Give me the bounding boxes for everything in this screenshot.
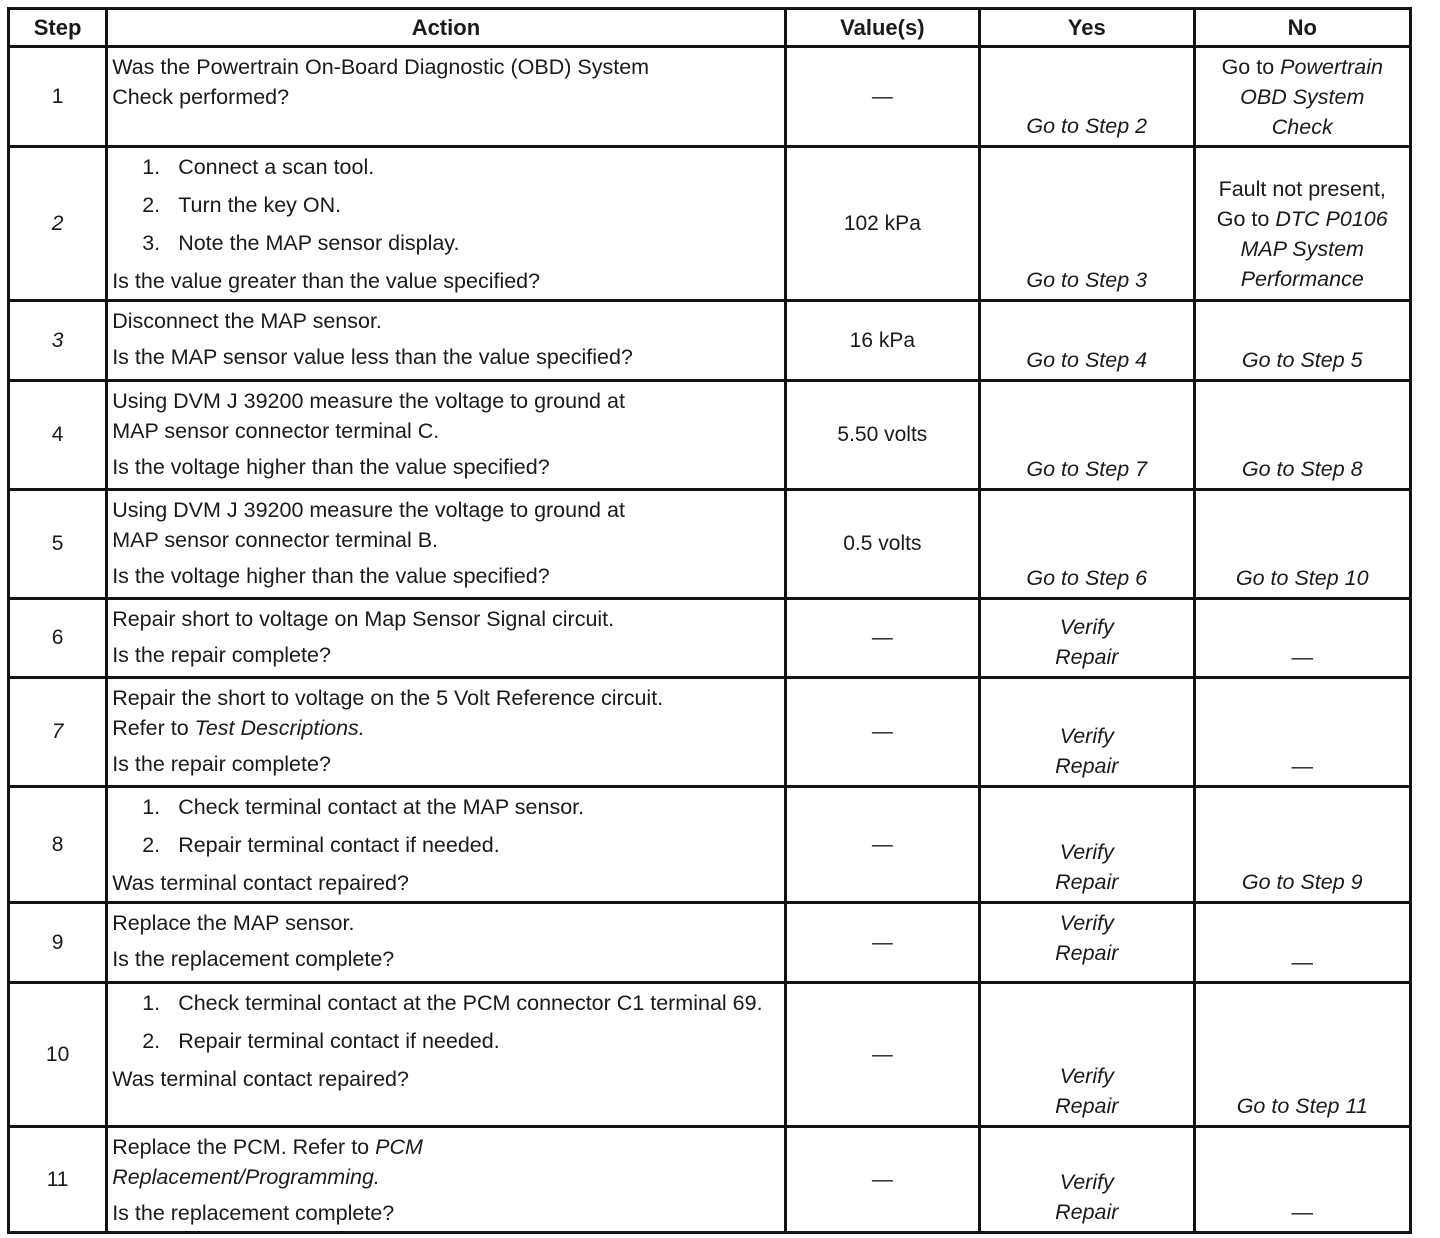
action-cell [107,903,785,983]
no-link[interactable]: Performance [1240,267,1364,291]
no-link[interactable]: MAP System [1240,237,1364,261]
no-link[interactable]: DTC P0106 [1275,207,1388,231]
yes-cell [980,983,1194,1127]
no-text: — [1291,950,1313,974]
action-steps [112,988,779,1056]
value-cell: — [785,678,979,787]
yes-cell [980,903,1194,983]
yes-link[interactable]: Repair [1055,1094,1119,1118]
header-yes: Yes [980,9,1194,47]
no-cell [1194,381,1411,490]
action-question: Is the value greater than the value specified? [112,269,541,293]
yes-cell [980,490,1194,599]
yes-link[interactable]: Repair [1055,754,1119,778]
yes-cell [980,147,1194,301]
table-row [9,903,1411,983]
step-number: 11 [9,1127,107,1233]
yes-cell [980,301,1194,381]
action-cell [107,787,785,903]
yes-link[interactable]: Verify [1059,724,1114,748]
action-cell [107,678,785,787]
action-step: 1. Check terminal contact at the MAP sensor. [142,795,585,819]
no-link[interactable]: Go to Step 5 [1241,348,1363,372]
yes-link[interactable]: Go to Step 4 [1026,348,1148,372]
action-cell [107,301,785,381]
yes-link[interactable]: Repair [1055,870,1119,894]
action-line: Was the Powertrain On-Board Diagnostic (OBD) System [112,55,650,79]
no-text: — [1291,645,1313,669]
action-line: Replace the MAP sensor. [112,911,355,935]
action-question: Is the replacement complete? [112,947,395,971]
step-number: 2 [9,147,107,301]
action-question: Is the repair complete? [112,643,331,667]
action-line: Refer to Test Descriptions. [112,716,365,740]
action-line: Repair short to voltage on Map Sensor Signal circuit. [112,607,615,631]
yes-link[interactable]: Go to Step 7 [1026,457,1148,481]
action-question: Is the repair complete? [112,752,331,776]
action-question: Is the voltage higher than the value specified? [112,455,550,479]
action-cell [107,381,785,490]
diagnostic-table [7,7,1412,1234]
no-cell [1194,147,1411,301]
action-question: Is the replacement complete? [112,1201,395,1225]
table-row [9,1127,1411,1233]
yes-link[interactable]: Repair [1055,645,1119,669]
value-cell: 16 kPa [785,301,979,381]
no-text: Go to [1221,55,1275,79]
yes-link[interactable]: Go to Step 3 [1026,268,1148,292]
action-line: Check performed? [112,85,290,109]
no-text: Go to [1216,207,1270,231]
reference-link[interactable]: Test Descriptions. [194,716,365,740]
yes-link[interactable]: Verify [1059,1170,1114,1194]
step-number: 8 [9,787,107,903]
no-text: — [1291,754,1313,778]
table-row [9,678,1411,787]
action-line: Using DVM J 39200 measure the voltage to ground at [112,389,625,413]
value-cell: — [785,787,979,903]
action-question: Was terminal contact repaired? [112,871,409,895]
no-link[interactable]: Go to Step 9 [1241,870,1363,894]
header-no: No [1194,9,1411,47]
yes-cell [980,381,1194,490]
yes-cell [980,599,1194,678]
value-cell: 5.50 volts [785,381,979,490]
no-link[interactable]: Go to Step 11 [1236,1094,1368,1118]
step-number: 9 [9,903,107,983]
no-cell [1194,599,1411,678]
action-question: Is the MAP sensor value less than the value specified? [112,345,633,369]
value-cell: — [785,983,979,1127]
yes-cell [980,787,1194,903]
value-cell: — [785,903,979,983]
table-row [9,381,1411,490]
action-line: Replace the PCM. Refer to PCM [112,1135,423,1159]
no-cell [1194,983,1411,1127]
no-text: Fault not present, [1218,177,1386,201]
action-line: Using DVM J 39200 measure the voltage to ground at [112,498,625,522]
yes-cell [980,47,1194,147]
value-cell: — [785,599,979,678]
no-cell [1194,47,1411,147]
yes-link[interactable]: Verify [1059,1064,1114,1088]
action-line: Disconnect the MAP sensor. [112,309,382,333]
step-number: 10 [9,983,107,1127]
yes-cell [980,1127,1194,1233]
step-number: 3 [9,301,107,381]
no-cell [1194,301,1411,381]
step-number: 1 [9,47,107,147]
action-step: 3. Note the MAP sensor display. [142,231,460,255]
no-link[interactable]: Powertrain [1280,55,1383,79]
action-steps [112,792,779,860]
no-link[interactable]: Check [1271,115,1333,139]
no-cell [1194,787,1411,903]
value-cell: 102 kPa [785,147,979,301]
yes-link[interactable]: Go to Step 2 [1026,114,1148,138]
table-row [9,983,1411,1127]
action-line: MAP sensor connector terminal B. [112,528,439,552]
no-cell [1194,1127,1411,1233]
action-step: 2. Repair terminal contact if needed. [142,833,500,857]
yes-cell [980,678,1194,787]
action-cell [107,490,785,599]
no-cell [1194,490,1411,599]
value-cell: — [785,1127,979,1233]
table-row [9,787,1411,903]
table-row [9,599,1411,678]
header-values: Value(s) [785,9,979,47]
action-question: Was terminal contact repaired? [112,1067,409,1091]
table-row [9,301,1411,381]
yes-link[interactable]: Repair [1055,1200,1119,1224]
no-text: — [1291,1200,1313,1224]
yes-link[interactable]: Verify [1059,615,1114,639]
table-row [9,47,1411,147]
yes-link[interactable]: Repair [1055,941,1119,965]
action-question: Is the voltage higher than the value specified? [112,564,550,588]
header-row [9,9,1411,47]
no-cell [1194,903,1411,983]
step-number: 6 [9,599,107,678]
no-link[interactable]: Go to Step 8 [1241,457,1363,481]
yes-link[interactable]: Verify [1059,911,1114,935]
header-step: Step [9,9,107,47]
step-number: 7 [9,678,107,787]
action-steps [112,152,779,258]
table-row [9,490,1411,599]
step-number: 4 [9,381,107,490]
action-cell [107,599,785,678]
value-cell: — [785,47,979,147]
reference-link[interactable]: Replacement/Programming. [112,1165,380,1189]
action-cell [107,147,785,301]
value-cell: 0.5 volts [785,490,979,599]
yes-link[interactable]: Go to Step 6 [1026,566,1148,590]
table-row [9,147,1411,301]
action-cell [107,47,785,147]
action-step: 2. Repair terminal contact if needed. [142,1029,500,1053]
action-step: 1. Check terminal contact at the PCM connector C1 terminal 69. [142,991,763,1015]
no-cell [1194,678,1411,787]
action-cell [107,983,785,1127]
action-step: 2. Turn the key ON. [142,193,342,217]
no-link[interactable]: Go to Step 10 [1235,566,1369,590]
header-action: Action [107,9,785,47]
reference-link[interactable]: PCM [375,1135,423,1159]
yes-link[interactable]: Verify [1059,840,1114,864]
step-number: 5 [9,490,107,599]
action-step: 1. Connect a scan tool. [142,155,375,179]
no-link[interactable]: OBD System [1240,85,1365,109]
action-line: MAP sensor connector terminal C. [112,419,440,443]
action-cell [107,1127,785,1233]
action-line: Repair the short to voltage on the 5 Volt Reference circuit. [112,686,664,710]
